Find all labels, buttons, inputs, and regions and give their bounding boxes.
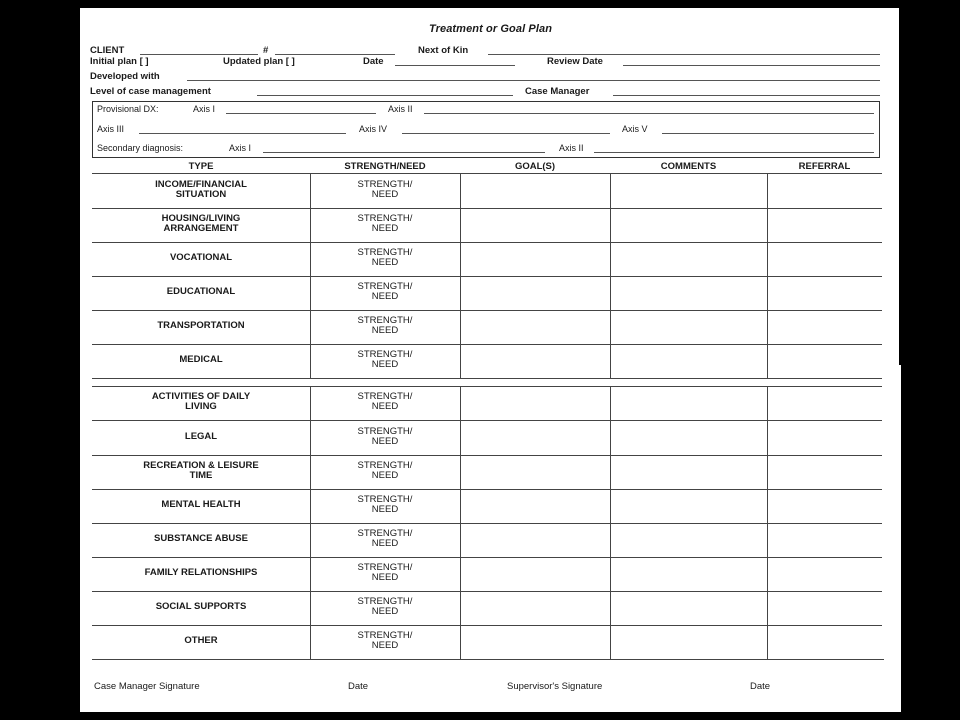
form-page: [80, 8, 901, 712]
comments-cell[interactable]: [610, 591, 767, 625]
referral-cell[interactable]: [767, 208, 882, 242]
row-type-label: [92, 253, 310, 263]
strength-text: STRENGTH/: [357, 281, 413, 292]
axis1-field[interactable]: [226, 113, 376, 114]
strength-text: STRENGTH/: [357, 460, 413, 471]
secondary-diagnosis-label: Secondary diagnosis:: [97, 143, 184, 153]
row-type-line2: TIME: [189, 470, 213, 481]
comments-cell[interactable]: [610, 386, 767, 420]
comments-cell[interactable]: [610, 557, 767, 591]
strength-text: STRENGTH/: [357, 630, 413, 641]
referral-cell[interactable]: [767, 557, 882, 591]
comments-cell[interactable]: [610, 455, 767, 489]
row-type-line1: RECREATION & LEISURE: [143, 460, 259, 471]
need-text: NEED: [371, 257, 399, 268]
row-strength-need[interactable]: [310, 316, 460, 336]
referral-cell[interactable]: [767, 242, 882, 276]
header-strength-need: STRENGTH/NEED: [344, 161, 426, 172]
case-manager-label: Case Manager: [525, 86, 590, 97]
row-type-line1: SUBSTANCE ABUSE: [154, 533, 248, 544]
strength-text: STRENGTH/: [357, 494, 413, 505]
strength-text: STRENGTH/: [357, 247, 413, 258]
row-type-line1: FAMILY RELATIONSHIPS: [144, 567, 258, 578]
row-type-label: [92, 321, 310, 331]
secondary-axis2-field[interactable]: [594, 152, 874, 153]
axis5-label: Axis V: [622, 124, 648, 134]
referral-cell[interactable]: [767, 455, 882, 489]
goal-cell[interactable]: [460, 276, 610, 310]
row-strength-need[interactable]: [310, 495, 460, 515]
updated-plan-label[interactable]: Updated plan [ ]: [223, 56, 295, 67]
row-type-line1: OTHER: [184, 635, 218, 646]
client-label: CLIENT: [90, 45, 125, 56]
case-manager-signature-label: Case Manager Signature: [94, 681, 200, 692]
row-type-label: [92, 500, 310, 510]
referral-cell[interactable]: [767, 344, 882, 378]
referral-cell[interactable]: [767, 174, 882, 208]
row-type-label: [92, 355, 310, 365]
goal-cell[interactable]: [460, 421, 610, 455]
comments-cell[interactable]: [610, 276, 767, 310]
row-type-label: [92, 180, 310, 200]
row-strength-need[interactable]: [310, 529, 460, 549]
strength-text: STRENGTH/: [357, 179, 413, 190]
axis2-label: Axis II: [388, 104, 413, 114]
need-text: NEED: [371, 572, 399, 583]
level-label: Level of case management: [90, 86, 211, 97]
row-strength-need[interactable]: [310, 427, 460, 447]
row-strength-need[interactable]: [310, 392, 460, 412]
client-field[interactable]: [140, 54, 258, 55]
comments-cell[interactable]: [610, 344, 767, 378]
referral-cell[interactable]: [767, 310, 882, 344]
strength-text: STRENGTH/: [357, 426, 413, 437]
row-type-line1: VOCATIONAL: [169, 252, 233, 263]
need-text: NEED: [371, 359, 399, 370]
row-type-label: [92, 392, 310, 412]
comments-cell[interactable]: [610, 523, 767, 557]
scan-edge: [899, 8, 901, 365]
referral-cell[interactable]: [767, 591, 882, 625]
row-type-line1: ACTIVITIES OF DAILY: [151, 391, 251, 402]
row-type-line1: MENTAL HEALTH: [161, 499, 241, 510]
row-type-line1: TRANSPORTATION: [157, 320, 245, 331]
referral-cell[interactable]: [767, 421, 882, 455]
date-label: Date: [363, 56, 384, 67]
axis4-field[interactable]: [402, 133, 610, 134]
comments-cell[interactable]: [610, 625, 767, 659]
goal-cell[interactable]: [460, 310, 610, 344]
need-text: NEED: [371, 470, 399, 481]
referral-cell[interactable]: [767, 523, 882, 557]
case-manager-field[interactable]: [613, 95, 880, 96]
row-type-label: [92, 636, 310, 646]
column-divider: [310, 174, 311, 378]
goal-cell[interactable]: [460, 489, 610, 523]
need-text: NEED: [371, 640, 399, 651]
goal-cell[interactable]: [460, 455, 610, 489]
row-strength-need[interactable]: [310, 180, 460, 200]
comments-cell[interactable]: [610, 310, 767, 344]
row-strength-need[interactable]: [310, 282, 460, 302]
axis3-label: Axis III: [97, 124, 125, 134]
goal-cell[interactable]: [460, 174, 610, 208]
column-divider: [610, 386, 611, 659]
row-strength-need[interactable]: [310, 597, 460, 617]
need-text: NEED: [371, 223, 399, 234]
row-type-label: [92, 432, 310, 442]
need-text: NEED: [371, 291, 399, 302]
need-text: NEED: [371, 504, 399, 515]
secondary-axis2-label: Axis II: [559, 143, 584, 153]
axis4-label: Axis IV: [359, 124, 388, 134]
row-rule: [92, 659, 882, 660]
comments-cell[interactable]: [610, 242, 767, 276]
review-date-field[interactable]: [623, 65, 880, 66]
row-type-label: [92, 602, 310, 612]
row-type-label: [92, 461, 310, 481]
row-strength-need[interactable]: [310, 563, 460, 583]
row-type-line2: SITUATION: [175, 189, 227, 200]
row-rule: [92, 378, 882, 379]
strength-text: STRENGTH/: [357, 562, 413, 573]
level-field[interactable]: [257, 95, 513, 96]
header-referral: REFERRAL: [798, 161, 851, 172]
comments-cell[interactable]: [610, 421, 767, 455]
strength-text: STRENGTH/: [357, 391, 413, 402]
column-divider: [460, 386, 461, 659]
strength-text: STRENGTH/: [357, 213, 413, 224]
row-type-label: [92, 214, 310, 234]
next-of-kin-label: Next of Kin: [418, 45, 469, 56]
comments-cell[interactable]: [610, 208, 767, 242]
goal-cell[interactable]: [460, 591, 610, 625]
developed-with-field[interactable]: [187, 80, 880, 81]
referral-cell[interactable]: [767, 386, 882, 420]
row-type-line1: MEDICAL: [179, 354, 223, 365]
row-strength-need[interactable]: [310, 214, 460, 234]
need-text: NEED: [371, 189, 399, 200]
strength-text: STRENGTH/: [357, 349, 413, 360]
column-divider: [310, 386, 311, 659]
referral-cell[interactable]: [767, 489, 882, 523]
provisional-dx-label: Provisional DX:: [97, 104, 159, 114]
need-text: NEED: [371, 325, 399, 336]
goal-cell[interactable]: [460, 625, 610, 659]
row-type-label: [92, 287, 310, 297]
developed-with-label: Developed with: [90, 71, 160, 82]
row-type-line1: SOCIAL SUPPORTS: [155, 601, 247, 612]
axis3-field[interactable]: [139, 133, 346, 134]
row-type-label: [92, 568, 310, 578]
need-text: NEED: [371, 606, 399, 617]
goal-cell[interactable]: [460, 208, 610, 242]
comments-cell[interactable]: [610, 489, 767, 523]
row-strength-need[interactable]: [310, 248, 460, 268]
strength-text: STRENGTH/: [357, 315, 413, 326]
secondary-axis1-label: Axis I: [229, 143, 252, 153]
number-label: #: [263, 45, 269, 56]
goal-cell[interactable]: [460, 344, 610, 378]
row-type-line2: LIVING: [185, 401, 217, 412]
date-field[interactable]: [395, 65, 515, 66]
supervisor-signature-label: Supervisor's Signature: [507, 681, 603, 692]
strength-text: STRENGTH/: [357, 596, 413, 607]
secondary-axis1-field[interactable]: [263, 152, 545, 153]
next-of-kin-field[interactable]: [488, 54, 880, 55]
footer-date-label-2: Date: [750, 681, 771, 692]
header-type: TYPE: [188, 161, 214, 172]
block-rule: [92, 386, 882, 387]
column-divider: [767, 386, 768, 659]
footer-date-label-1: Date: [348, 681, 369, 692]
row-type-line1: INCOME/FINANCIAL: [155, 179, 247, 190]
initial-plan-label[interactable]: Initial plan [ ]: [90, 56, 149, 67]
header-goals: GOAL(S): [514, 161, 556, 172]
column-divider: [767, 174, 768, 378]
referral-cell[interactable]: [767, 276, 882, 310]
goal-cell[interactable]: [460, 386, 610, 420]
goal-cell[interactable]: [460, 523, 610, 557]
review-date-label: Review Date: [547, 56, 603, 67]
number-field[interactable]: [275, 54, 395, 55]
row-strength-need[interactable]: [310, 631, 460, 651]
goal-cell[interactable]: [460, 557, 610, 591]
strength-text: STRENGTH/: [357, 528, 413, 539]
column-divider: [460, 174, 461, 378]
axis5-field[interactable]: [662, 133, 874, 134]
row-strength-need[interactable]: [310, 350, 460, 370]
need-text: NEED: [371, 401, 399, 412]
row-type-line1: LEGAL: [184, 431, 218, 442]
column-divider: [610, 174, 611, 378]
row-type-line1: HOUSING/LIVING: [161, 213, 241, 224]
comments-cell[interactable]: [610, 174, 767, 208]
goal-cell[interactable]: [460, 242, 610, 276]
axis2-field[interactable]: [424, 113, 874, 114]
need-text: NEED: [371, 436, 399, 447]
axis1-label: Axis I: [193, 104, 216, 114]
row-strength-need[interactable]: [310, 461, 460, 481]
referral-cell[interactable]: [767, 625, 882, 659]
row-type-label: [92, 534, 310, 544]
row-type-line1: EDUCATIONAL: [166, 286, 236, 297]
need-text: NEED: [371, 538, 399, 549]
form-title: Treatment or Goal Plan: [428, 23, 553, 35]
row-type-line2: ARRANGEMENT: [163, 223, 239, 234]
header-comments: COMMENTS: [660, 161, 717, 172]
